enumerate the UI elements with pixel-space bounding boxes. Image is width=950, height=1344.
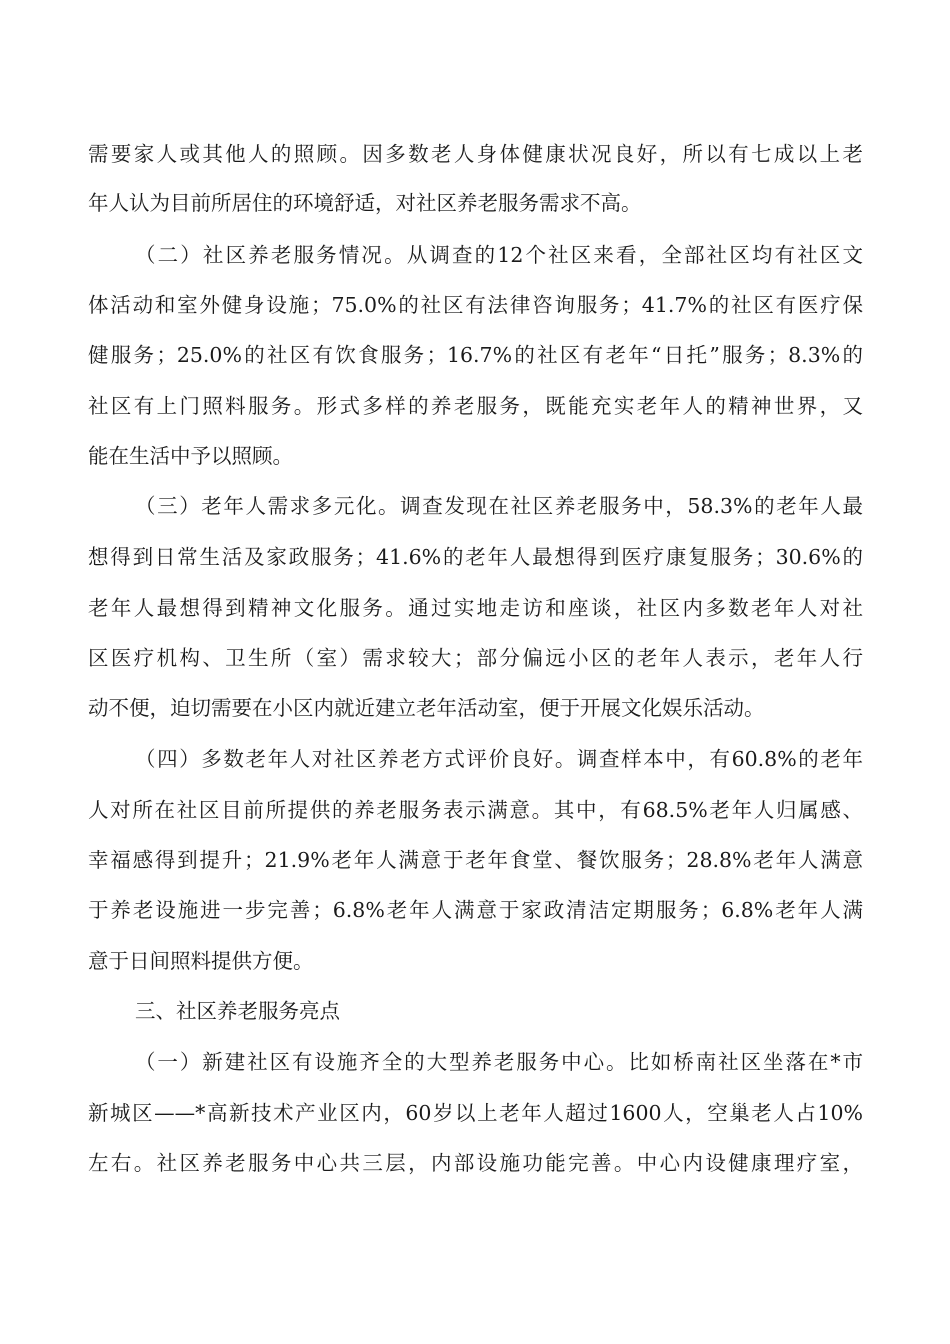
text-line: 意于日间照料提供方便。 (88, 949, 314, 973)
section-heading-line: （二）社区养老服务情况。从调查的12个社区来看，全部社区均有社区文 (135, 243, 863, 267)
text-line: 人对所在社区目前所提供的养老服务表示满意。其中，有68.5%老年人归属感、 (88, 798, 863, 822)
text-line: 年人认为目前所居住的环境舒适，对社区养老服务需求不高。 (88, 191, 642, 215)
text-line: 动不便，迫切需要在小区内就近建立老年活动室，便于开展文化娱乐活动。 (88, 696, 765, 720)
text-line: 区医疗机构、卫生所（室）需求较大；部分偏远小区的老年人表示，老年人行 (88, 646, 863, 670)
text-line: 社区有上门照料服务。形式多样的养老服务，既能充实老年人的精神世界，又 (88, 394, 863, 418)
section-heading-line: （一）新建社区有设施齐全的大型养老服务中心。比如桥南社区坐落在*市 (135, 1050, 863, 1074)
text-line: 想得到日常生活及家政服务；41.6%的老年人最想得到医疗康复服务；30.6%的 (88, 545, 863, 569)
text-line: 需要家人或其他人的照顾。因多数老人身体健康状况良好，所以有七成以上老 (88, 142, 863, 166)
text-line: 幸福感得到提升；21.9%老年人满意于老年食堂、餐饮服务；28.8%老年人满意 (88, 848, 863, 872)
text-line: 左右。社区养老服务中心共三层，内部设施功能完善。中心内设健康理疗室， (88, 1151, 863, 1175)
section-heading-line: （四）多数老年人对社区养老方式评价良好。调查样本中，有60.8%的老年 (135, 747, 863, 771)
text-line: 健服务；25.0%的社区有饮食服务；16.7%的社区有老年“日托”服务；8.3%的 (88, 343, 863, 367)
text-line: 体活动和室外健身设施；75.0%的社区有法律咨询服务；41.7%的社区有医疗保 (88, 293, 863, 317)
text-line: 能在生活中予以照顾。 (88, 444, 293, 468)
section-heading-line: （三）老年人需求多元化。调查发现在社区养老服务中，58.3%的老年人最 (135, 494, 863, 518)
text-line: 新城区——*高新技术产业区内，60岁以上老年人超过1600人，空巢老人占10% (88, 1101, 863, 1125)
text-line: 老年人最想得到精神文化服务。通过实地走访和座谈，社区内多数老年人对社 (88, 596, 863, 620)
chapter-heading: 三、社区养老服务亮点 (135, 999, 340, 1023)
text-line: 于养老设施进一步完善；6.8%老年人满意于家政清洁定期服务；6.8%老年人满 (88, 898, 863, 922)
